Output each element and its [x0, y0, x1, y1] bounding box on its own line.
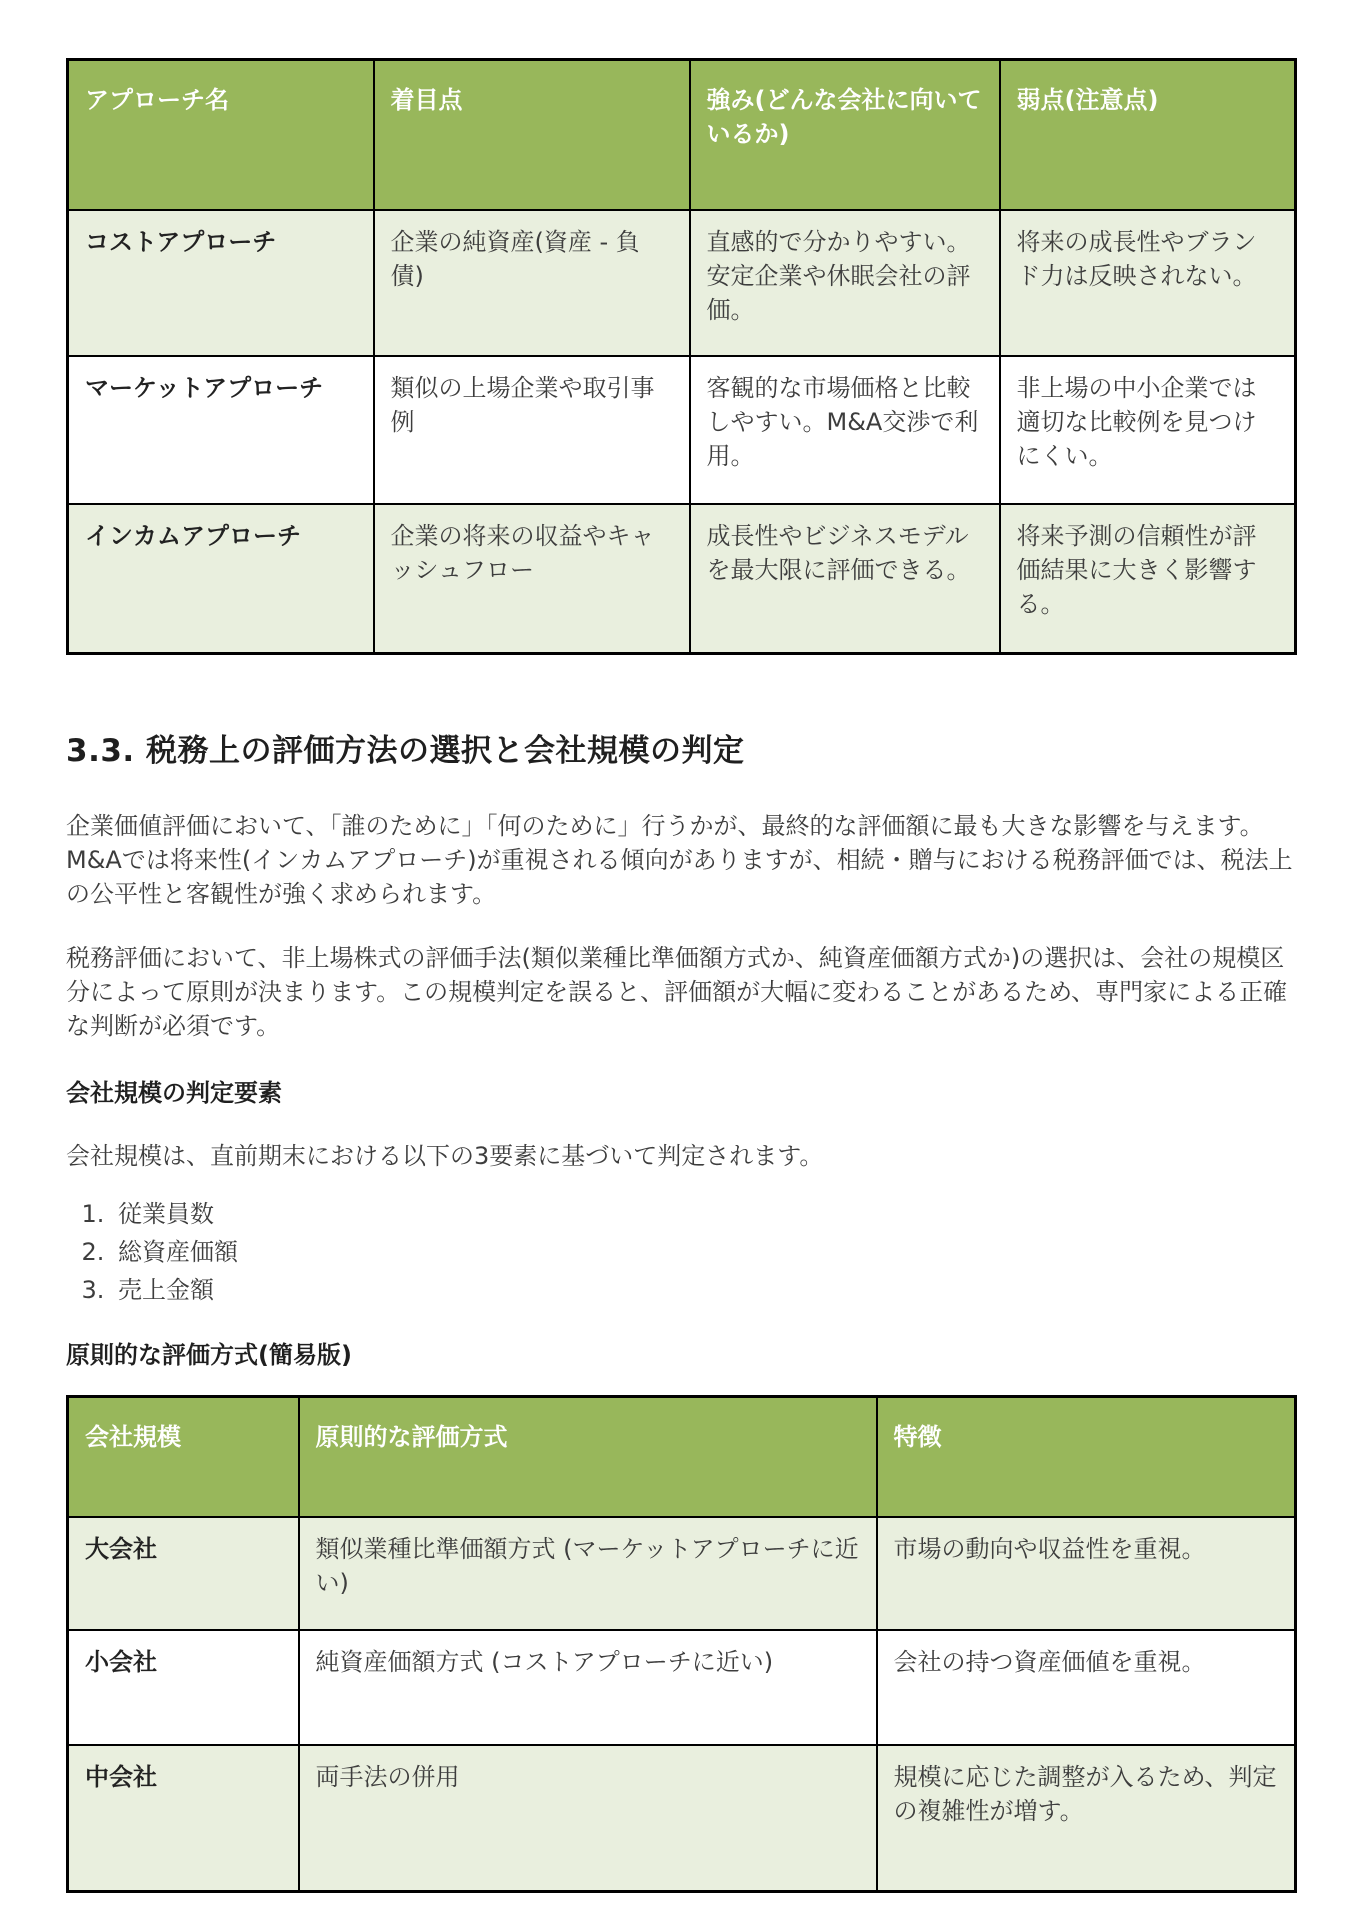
approach-table-header-focus: 着目点: [374, 60, 690, 210]
paragraph-valuation-purpose: 企業価値評価において、「誰のために」「何のために」行うかが、最終的な評価額に最も大きな影響を与えます。M&Aでは将来性(インカムアプローチ)が重視される傾向がありますが、相続・贈与における税務評価では、税法上の公平性と客観性が強く求められます。: [66, 812, 1293, 908]
table-row-income-approach: [68, 504, 1296, 654]
spacer: [66, 1371, 1294, 1395]
weakness-cell: 将来予測の信頼性が評価結果に大きく影響する。: [1000, 504, 1296, 654]
weakness-cell: 非上場の中小企業では適切な比較例を見つけにくい。: [1000, 356, 1296, 504]
size-table-header-feature: 特徴: [877, 1397, 1296, 1517]
feature-cell: 会社の持つ資産価値を重視。: [877, 1630, 1296, 1745]
method-cell: 両手法の併用: [299, 1745, 877, 1892]
focus-cell: 企業の将来の収益やキャッシュフロー: [374, 504, 690, 654]
table-row-small-company: [68, 1630, 1296, 1745]
size-table-header-method: 原則的な評価方式: [299, 1397, 877, 1517]
weakness-cell: 将来の成長性やブランド力は反映されない。: [1000, 210, 1296, 356]
approach-name-cell: コストアプローチ: [68, 210, 374, 356]
focus-cell: 企業の純資産(資産 - 負債): [374, 210, 690, 356]
factor-item-total-assets: 2. 総資産価額: [112, 1237, 1294, 1267]
focus-cell: 類似の上場企業や取引事例: [374, 356, 690, 504]
table-row-market-approach: [68, 356, 1296, 504]
table-row-cost-approach: [68, 210, 1296, 356]
approach-table-header-name: アプローチ名: [68, 60, 374, 210]
approach-name-cell: インカムアプローチ: [68, 504, 374, 654]
paragraph-size-determination: 会社規模は、直前期末における以下の3要素に基づいて判定されます。: [66, 1142, 824, 1170]
method-cell: 純資産価額方式 (コストアプローチに近い): [299, 1630, 877, 1745]
approach-name-cell: マーケットアプローチ: [68, 356, 374, 504]
approach-table-header-strength: 強み(どんな会社に向いているか): [690, 60, 1000, 210]
method-cell: 類似業種比準価額方式 (マーケットアプローチに近い): [299, 1517, 877, 1630]
factor-item-employees: 1. 従業員数: [112, 1199, 1294, 1229]
size-table-header-size: 会社規模: [68, 1397, 299, 1517]
company-size-cell: 大会社: [68, 1517, 299, 1630]
feature-cell: 市場の動向や収益性を重視。: [877, 1517, 1296, 1630]
approach-comparison-table: [66, 58, 1297, 655]
paragraph-tax-valuation: 税務評価において、非上場株式の評価手法(類似業種比準価額方式か、純資産価額方式か)の選択は、会社の規模区分によって原則が決まります。この規模判定を誤ると、評価額が大幅に変わることがあるため、専門家による正確な判断が必須です。: [66, 944, 1288, 1040]
table-row-medium-company: [68, 1745, 1296, 1892]
table-row-large-company: [68, 1517, 1296, 1630]
strength-cell: 客観的な市場価格と比較しやすい。M&A交渉で利用。: [690, 356, 1000, 504]
strength-cell: 直感的で分かりやすい。安定企業や休眠会社の評価。: [690, 210, 1000, 356]
approach-table-header-row: [68, 60, 1296, 210]
company-size-method-table: [66, 1395, 1297, 1893]
company-size-cell: 小会社: [68, 1630, 299, 1745]
size-table-header-row: [68, 1397, 1296, 1517]
strength-cell: 成長性やビジネスモデルを最大限に評価できる。: [690, 504, 1000, 654]
company-size-cell: 中会社: [68, 1745, 299, 1892]
feature-cell: 規模に応じた調整が入るため、判定の複雑性が増す。: [877, 1745, 1296, 1892]
factor-list: [66, 1199, 1294, 1305]
sub-heading-size-factors: 会社規模の判定要素: [66, 1079, 282, 1107]
approach-table-header-weakness: 弱点(注意点): [1000, 60, 1296, 210]
section-heading: 3.3. 税務上の評価方法の選択と会社規模の判定: [66, 733, 745, 769]
factor-item-sales: 3. 売上金額: [112, 1275, 1294, 1305]
sub-heading-principal-methods: 原則的な評価方式(簡易版): [66, 1341, 352, 1369]
